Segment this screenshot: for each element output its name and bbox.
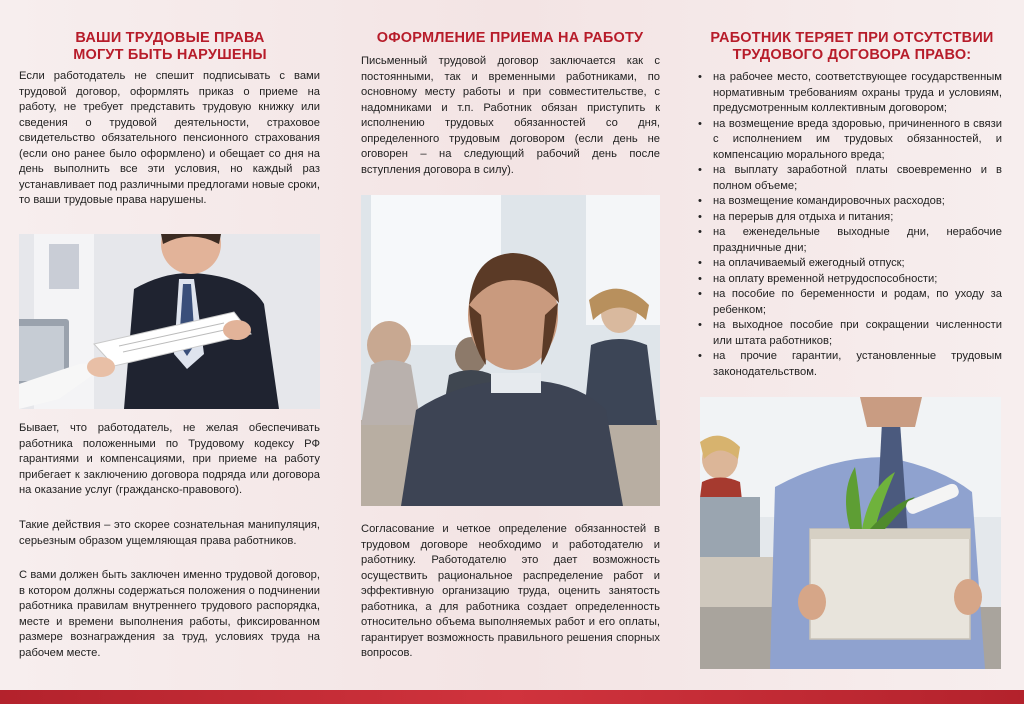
- document-handover-illustration: [19, 234, 320, 409]
- list-item: • на пособие по беременности и родам, по уходу за ребенком;: [696, 287, 1002, 318]
- bottom-band: [0, 690, 1024, 704]
- lost-rights-list: [696, 70, 1002, 380]
- interview-illustration: [361, 195, 660, 506]
- violations-paragraph-2: Бывает, что работодатель, не желая обеспечивать работника положенными по Трудовому кодексу РФ гарантиями и компенсациями, при приеме на работу прибегает к заключению договора подряда или договора на оказание услуг (гражданско-правового).: [19, 422, 320, 496]
- violations-paragraph-1: Если работодатель не спешит подписывать с вами трудовой договор, оформлять приказ о приеме на работу, не требует представить трудовую книжку или сведения о трудовой деятельности, страховое свидетельство обязательного пенсионного страхования (если оно ранее было оформлено) и обещает со дня на день выполнить все эти условия, но каждый раз устанавливает под различными предлогами новые сроки, то ваши трудовые права нарушены.: [19, 70, 320, 206]
- list-item: • на возмещение вреда здоровью, причиненного в связи с исполнением им трудовых обязанностей, и компенсацию морального вреда;: [696, 117, 1002, 164]
- violations-paragraph-4: С вами должен быть заключен именно трудовой договор, в котором должны содержаться положения о подчинении работника правилам внутреннего трудового распорядка, месте и времени выполнения работы, фиксированном размере вознаграждения за труд, условиях труда на рабочем месте.: [19, 569, 320, 659]
- hiring-paragraph-2: Согласование и четкое определение обязанностей в трудовом договоре необходимо и работодателю и работнику. Работодателю это дает возможность осуществить рациональное распределение работ и эффективную организацию труда, оценить занятость работника, а для работника создает определенность относительно объема выполняемых работ и его оплаты, гарантирует возможность правильного решения спорных вопросов.: [361, 523, 660, 659]
- violations-heading-line1: ВАШИ ТРУДОВЫЕ ПРАВА: [75, 30, 265, 46]
- violations-paragraph-3: Такие действия – это скорее сознательная манипуляция, серьезным образом ущемляющая права работников.: [19, 519, 320, 547]
- list-item: • на оплачиваемый ежегодный отпуск;: [696, 256, 1002, 272]
- list-item: • на выходное пособие при сокращении численности или штата работников;: [696, 318, 1002, 349]
- list-item: • на возмещение командировочных расходов;: [696, 194, 1002, 210]
- lost-rights-heading-line1: РАБОТНИК ТЕРЯЕТ ПРИ ОТСУТСТВИИ: [710, 30, 994, 46]
- list-item: • на рабочее место, соответствующее государственным нормативным требованиям охраны труда и условиям, предусмотренным коллективным договором;: [696, 70, 1002, 117]
- list-item: • на прочие гарантии, установленные трудовым законодательством.: [696, 349, 1002, 380]
- document-handover-photo: [19, 234, 320, 409]
- hiring-paragraph-1: Письменный трудовой договор заключается как с постоянными, так и временными работниками, по основному месту работы и при совместительстве, с надомниками и т.п. Работник обязан приступить к исполнению трудовых обязанностей со дня, определенного трудовым договором (если день не оговорен – на следующий рабочий день после вступления договора в силу).: [361, 55, 660, 176]
- hiring-heading: ОФОРМЛЕНИЕ ПРИЕМА НА РАБОТУ: [376, 30, 644, 46]
- list-item: • на оплату временной нетрудоспособности;: [696, 272, 1002, 288]
- lost-rights-heading: [690, 30, 1014, 64]
- list-item: • на перерыв для отдыха и питания;: [696, 210, 1002, 226]
- list-item: • на еженедельные выходные дни, нерабочие праздничные дни;: [696, 225, 1002, 256]
- dismissed-worker-photo: [700, 397, 1001, 669]
- lost-rights-heading-line2: ТРУДОВОГО ДОГОВОРА ПРАВО:: [732, 47, 972, 63]
- interview-photo: [361, 195, 660, 506]
- dismissed-worker-illustration: [700, 397, 1001, 669]
- violations-heading-line2: МОГУТ БЫТЬ НАРУШЕНЫ: [73, 47, 267, 63]
- list-item: • на выплату заработной платы своевременно и в полном объеме;: [696, 163, 1002, 194]
- violations-heading: [20, 30, 320, 64]
